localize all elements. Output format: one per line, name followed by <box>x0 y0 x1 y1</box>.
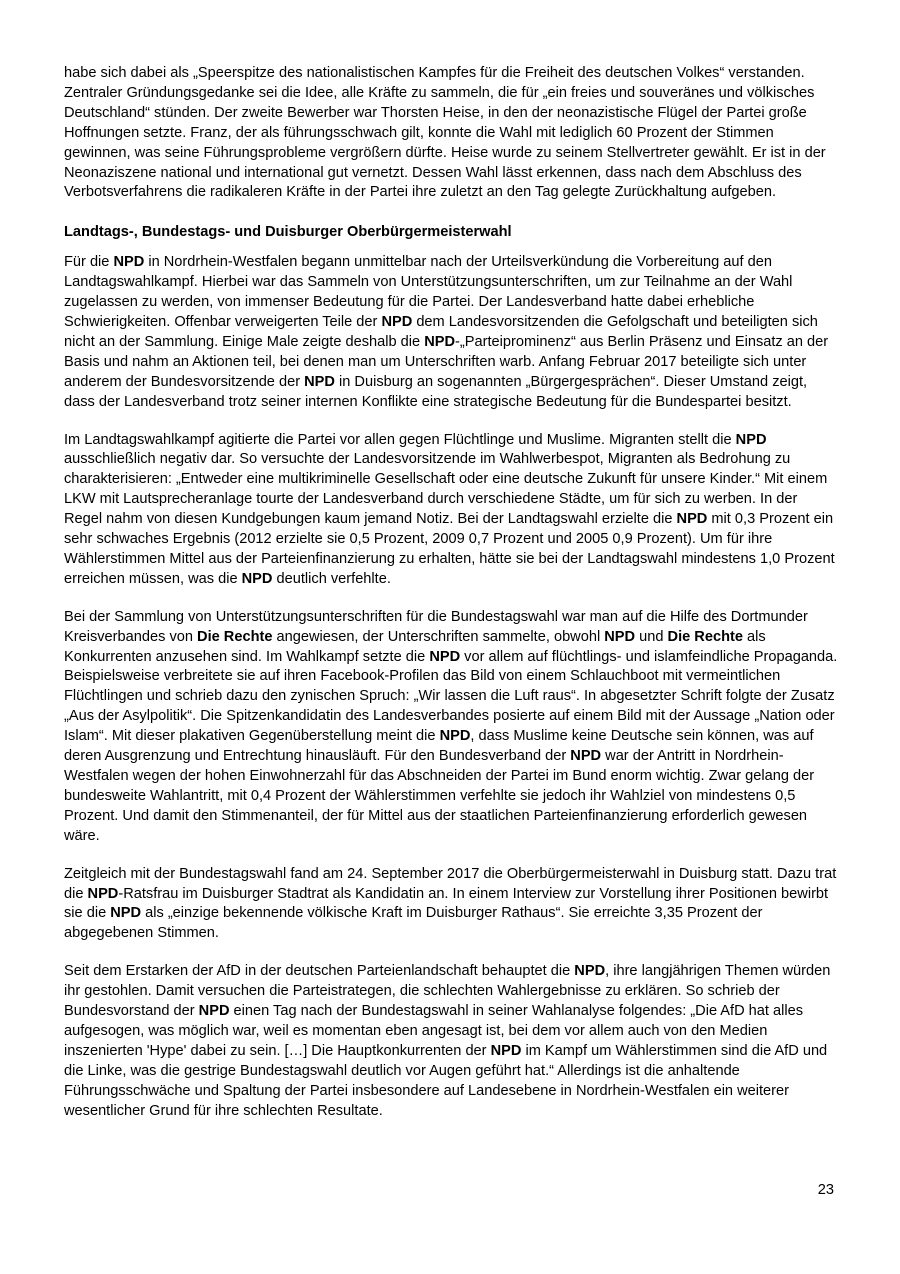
text-run: in Nordrhein-Westfalen begann unmittelbar nach der Urteilsverkündung die Vorbereitung auf den Landtagswahlkampf. Hierbei war das Sammeln von Unterstützungsunterschriften, um zur Teilnahme an der Wahl zugelassen zu werden, von immenser Bedeutung für die Partei. Der Landesverband hatte dabei erhebliche Schwierigkeiten. Offenbar verweigerten Teile der <box>64 254 793 330</box>
bold-term: NPD <box>429 648 461 665</box>
text-run: war der Antritt in Nordrhein-Westfalen wegen der hohen Einwohnerzahl für das Abschneiden der Partei im Bund enorm wichtig. Zwar gelang der bundesweite Wahlantritt, mit 0,4 Prozent der Wählerstimmen verfehlte sie jedoch ihr Wahlziel von mindestens 0,5 Prozent. Und damit den Stimmenanteil, der für Mittel aus der staatlichen Parteienfinanzierung erforderlich gewesen wäre. <box>64 748 815 844</box>
body-paragraph <box>64 431 839 590</box>
text-run: als Konkurrenten anzusehen sind. Im Wahlkampf setzte die <box>64 628 766 665</box>
bold-term: NPD <box>570 748 602 765</box>
text-run: ausschließlich negativ dar. So versuchte der Landesvorsitzende im Wahlwerbespot, Migranten als Bedrohung zu charakterisieren: „Entweder eine multikriminelle Gesellschaft oder eine deutsche Zukunft für unsere Kinder.“ Mit einem LKW mit Lautsprecheranlage tourte der Landesverband durch verschiedene Städte, um für sich zu werben. In der Regel nahm von diesen Kundgebungen kaum jemand Notiz. Bei der Landtagswahl erzielte die <box>64 451 828 528</box>
body-paragraph <box>64 962 839 1121</box>
text-run: Zeitgleich mit der Bundestagswahl fand am 24. September 2017 die Oberbürgermeisterwahl in Duisburg statt. Dazu trat die <box>64 865 837 902</box>
text-run: -Ratsfrau im Duisburger Stadtrat als Kandidatin an. In einem Interview zur Vorstellung ihrer Positionen bewirbt sie die <box>64 885 829 922</box>
bold-term: NPD <box>574 963 606 980</box>
bold-term: NPD <box>424 333 456 350</box>
bold-term: NPD <box>87 885 119 902</box>
text-run: als „einzige bekennende völkische Kraft im Duisburger Rathaus“. Sie erreichte 3,35 Prozent der abgegebenen Stimmen. <box>64 905 763 942</box>
bold-term: NPD <box>198 1003 230 1020</box>
bold-term: NPD <box>304 373 335 390</box>
body-paragraph <box>64 253 839 412</box>
bold-term: NPD <box>439 728 471 745</box>
text-run: vor allem auf flüchtlings- und islamfeindliche Propaganda. Beispielsweise verbreitete sie auf ihren Facebook-Profilen das Bild von einem Schlauchboot mit vermeintlichen Flüchtlingen und schrieb dazu den zynischen Spruch: „Wir lassen die Luft raus“. In abgesetzter Schrift folgte der Zusatz „Aus der Asylpolitik“. Die Spitzenkandidatin des Landesverbandes posierte auf einem Bild mit der Aussage „Nation oder Islam“. Mit dieser plakativen Gegenüberstellung meint die <box>64 648 838 745</box>
bold-term: Die Rechte <box>667 628 743 645</box>
intro-paragraph: habe sich dabei als „Speerspitze des nationalistischen Kampfes für die Freiheit des deutschen Volkes“ verstanden. Zentraler Gründungsgedanke sei die Idee, alle Kräfte zu sammeln, die für „ein freies und souveränes und völkisches Deutschland“ stünden. Der zweite Bewerber war Thorsten Heise, in den der neonazistische Flügel der Partei große Hoffnungen setzte. Franz, der als führungsschwach gilt, konnte die Wahl mit lediglich 60 Prozent der Stimmen gewinnen, was seine Führungsprobleme vergrößern dürfte. Heise wurde zu seinem Stellvertreter gewählt. Er ist in der Neonaziszene national und international gut vernetzt. Dessen Wahl lässt erkennen, dass nach dem Abschluss des Verbotsverfahrens die radikaleren Kräfte in der Partei ihre zuletzt an den Tag gelegte Zurückhaltung aufgeben. <box>64 65 826 201</box>
bold-term: NPD <box>604 628 636 645</box>
text-run: einen Tag nach der Bundestagswahl in seiner Wahlanalyse folgendes: „Die AfD hat alles aufgesogen, was möglich war, weil es momentan eben angesagt ist, bei dem vor allem auch von den Medien inszenierten 'Hype' dabei zu sein. […] Die Hauptkonkurrenten der <box>64 1003 804 1059</box>
section-body <box>64 253 839 1121</box>
text-run: Seit dem Erstarken der AfD in der deutschen Parteienlandschaft behauptet die <box>64 963 575 980</box>
section-heading: Landtags-, Bundestags- und Duisburger Oberbürgermeisterwahl <box>64 224 512 241</box>
text-run: im Kampf um Wählerstimmen sind die AfD und die Linke, was die gestrige Bundestagswahl deutlich vor Augen geführt hat.“ Allerdings ist die anhaltende Führungsschwäche und Spaltung der Partei insbesondere auf Landesebene in Nordrhein-Westfalen ein weiterer wesentlicher Grund für ihre schlechten Resultate. <box>64 1042 828 1119</box>
text-run: , dass Muslime keine Deutsche sein können, was auf deren Ausgrenzung und Entrechtung hinausläuft. Für den Bundesverband der <box>64 728 814 765</box>
bold-term: NPD <box>490 1042 522 1059</box>
text-run: angewiesen, der Unterschriften sammelte, obwohl <box>272 628 605 645</box>
text-run: in Duisburg an sogenannten „Bürgergesprächen“. Dieser Umstand zeigt, dass der Landesverband trotz seiner internen Konflikte eine strategische Bedeutung für die Bundespartei besitzt. <box>64 373 808 410</box>
bold-term: NPD <box>110 905 142 922</box>
text-run: dem Landesvorsitzenden die Gefolgschaft und beteiligten sich nicht an der Sammlung. Einige Male zeigte deshalb die <box>64 313 818 350</box>
text-run: und <box>635 628 668 645</box>
bold-term: Die Rechte <box>197 628 273 645</box>
text-run: deutlich verfehlte. <box>272 570 391 587</box>
bold-term: NPD <box>735 431 767 448</box>
bold-term: NPD <box>241 570 273 587</box>
bold-term: NPD <box>381 313 413 330</box>
text-run: -„Parteiprominenz“ aus Berlin Präsenz und Einsatz an der Basis und nahm an Aktionen teil, bei denen man um Unterschriften warb. Anfang Februar 2017 beteiligte sich unter anderem der Bundesvorsitzende der <box>64 333 829 390</box>
text-run: , ihre langjährigen Themen würden ihr gestohlen. Damit versuchen die Parteistrategen, die schlechten Wahlergebnisse zu erklären. So schrieb der Bundesvorstand der <box>64 963 831 1020</box>
body-paragraph <box>64 608 839 847</box>
bold-term: NPD <box>676 511 708 528</box>
text-run: Im Landtagswahlkampf agitierte die Partei vor allen gegen Flüchtlinge und Muslime. Migranten stellt die <box>64 431 736 448</box>
page-content <box>64 64 839 1140</box>
text-run: Für die <box>64 254 114 271</box>
bold-term: NPD <box>113 254 145 271</box>
text-run: Bei der Sammlung von Unterstützungsunterschriften für die Bundestagswahl war man auf die Hilfe des Dortmunder Kreisverbandes von <box>64 608 808 645</box>
text-run: mit 0,3 Prozent ein sehr schwaches Ergebnis (2012 erzielte sie 0,5 Prozent, 2009 0,7 Prozent und 2005 0,9 Prozent). Um für ihre Wählerstimmen Mittel aus der Parteienfinanzierung zu erhalten, hätte sie bei der Landtagswahl mindestens 1,0 Prozent erreichen müssen, was die <box>64 511 835 587</box>
body-paragraph <box>64 865 839 945</box>
page-number: 23 <box>817 1182 834 1198</box>
